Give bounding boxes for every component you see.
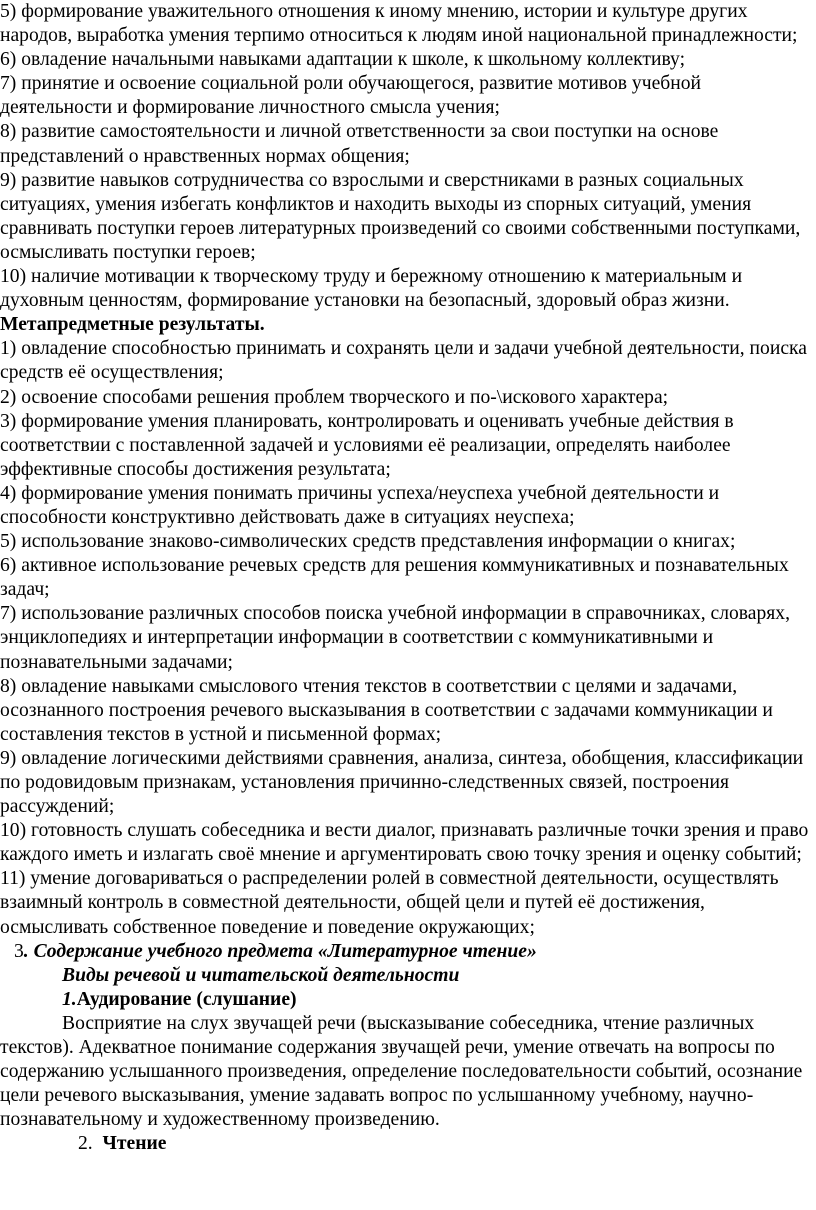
meta-item-7: 7) использование различных способов поиска учебной информации в справочниках, словарях, энциклопедиях и интерпретации информации в соответствии с коммуникативными и познавательными задачами; <box>0 603 790 673</box>
meta-item-2: 2) освоение способами решения проблем творческого и по-\искового характера; <box>0 386 669 408</box>
section-3-subtitle: Виды речевой и читательской деятельности <box>62 964 460 986</box>
meta-item-8: 8) овладение навыками смыслового чтения текстов в соответствии с целями и задачами, осознанного построения речевого высказывания в соответствии с задачами коммуникации и составления текстов в устной и письменной формах; <box>0 675 773 745</box>
personal-item-5: 5) формирование уважительного отношения к иному мнению, истории и культуре других народов, выработка умения терпимо относиться к людям иной национальной принадлежности; <box>0 1 798 47</box>
section-3-title: . Содержание учебного предмета «Литературное чтение» <box>23 940 537 962</box>
personal-item-9: 9) развитие навыков сотрудничества со взрослыми и сверстниками в разных социальных ситуациях, умения избегать конфликтов и находить выходы из спорных ситуаций, умения сравнивать поступки героев литературных произведений со своими собственными поступками, осмысливать поступки героев; <box>0 169 801 263</box>
personal-item-10: 10) наличие мотивации к творческому труду и бережному отношению к материальным и духовным ценностям, формирование установки на безопасный, здоровый образ жизни. <box>0 266 743 312</box>
reading-heading <box>0 1132 810 1156</box>
meta-item-9: 9) овладение логическими действиями сравнения, анализа, синтеза, обобщения, классификации по родовидовым признакам, установления причинно-следственных связей, построения рассуждений; <box>0 747 804 818</box>
meta-item-11: 11) умение договариваться о распределении ролей в совместной деятельности, осуществлять взаимный контроль в совместной деятельности, общей цели и путей её достижения, осмысливать собственное поведение и поведение окружающих; <box>0 868 779 938</box>
meta-item-6: 6) активное использование речевых средств для решения коммуникативных и познавательных задач; <box>0 555 789 601</box>
audit-heading <box>0 988 810 1012</box>
audit-number: 1. <box>62 988 77 1010</box>
personal-item-8: 8) развитие самостоятельности и личной ответственности за свои поступки на основе представлений о нравственных нормах общения; <box>0 121 719 167</box>
meta-item-10: 10) готовность слушать собеседника и вести диалог, признавать различные точки зрения и право каждого иметь и излагать своё мнение и аргументировать свою точку зрения и оценку событий; <box>0 820 809 866</box>
personal-item-7: 7) принятие и освоение социальной роли обучающегося, развитие мотивов учебной деятельности и формирование личностного смысла учения; <box>0 73 702 119</box>
section-3-number: 3 <box>14 940 24 962</box>
meta-item-4: 4) формирование умения понимать причины успеха/неуспеха учебной деятельности и способности конструктивно действовать даже в ситуациях неуспеха; <box>0 482 720 528</box>
meta-item-3: 3) формирование умения планировать, контролировать и оценивать учебные действия в соответствии с поставленной задачей и условиями её реализации, определять наиболее эффективные способы достижения результата; <box>0 410 734 480</box>
audit-title: Аудирование (слушание) <box>76 988 297 1010</box>
personal-item-6: 6) овладение начальными навыками адаптации к школе, к школьному коллективу; <box>0 49 686 71</box>
meta-results-heading: Метапредметные результаты. <box>0 314 265 336</box>
meta-item-5: 5) использование знаково-символических средств представления информации о книгах; <box>0 531 736 553</box>
reading-title: Чтение <box>102 1133 167 1155</box>
audit-text: Восприятие на слух звучащей речи (высказывание собеседника, чтение различных текстов). Адекватное понимание содержания звучащей речи, умение отвечать на вопросы по содержанию услышанного произведения, определение последовательности событий, осознание цели речевого высказывания, умение задавать вопрос по услышанному учебному, научно-познавательному и художественному произведению. <box>0 1012 803 1131</box>
section-3-heading <box>0 940 810 964</box>
reading-number: 2. <box>78 1133 93 1155</box>
meta-item-1: 1) овладение способностью принимать и сохранять цели и задачи учебной деятельности, поиска средств её осуществления; <box>0 338 807 384</box>
